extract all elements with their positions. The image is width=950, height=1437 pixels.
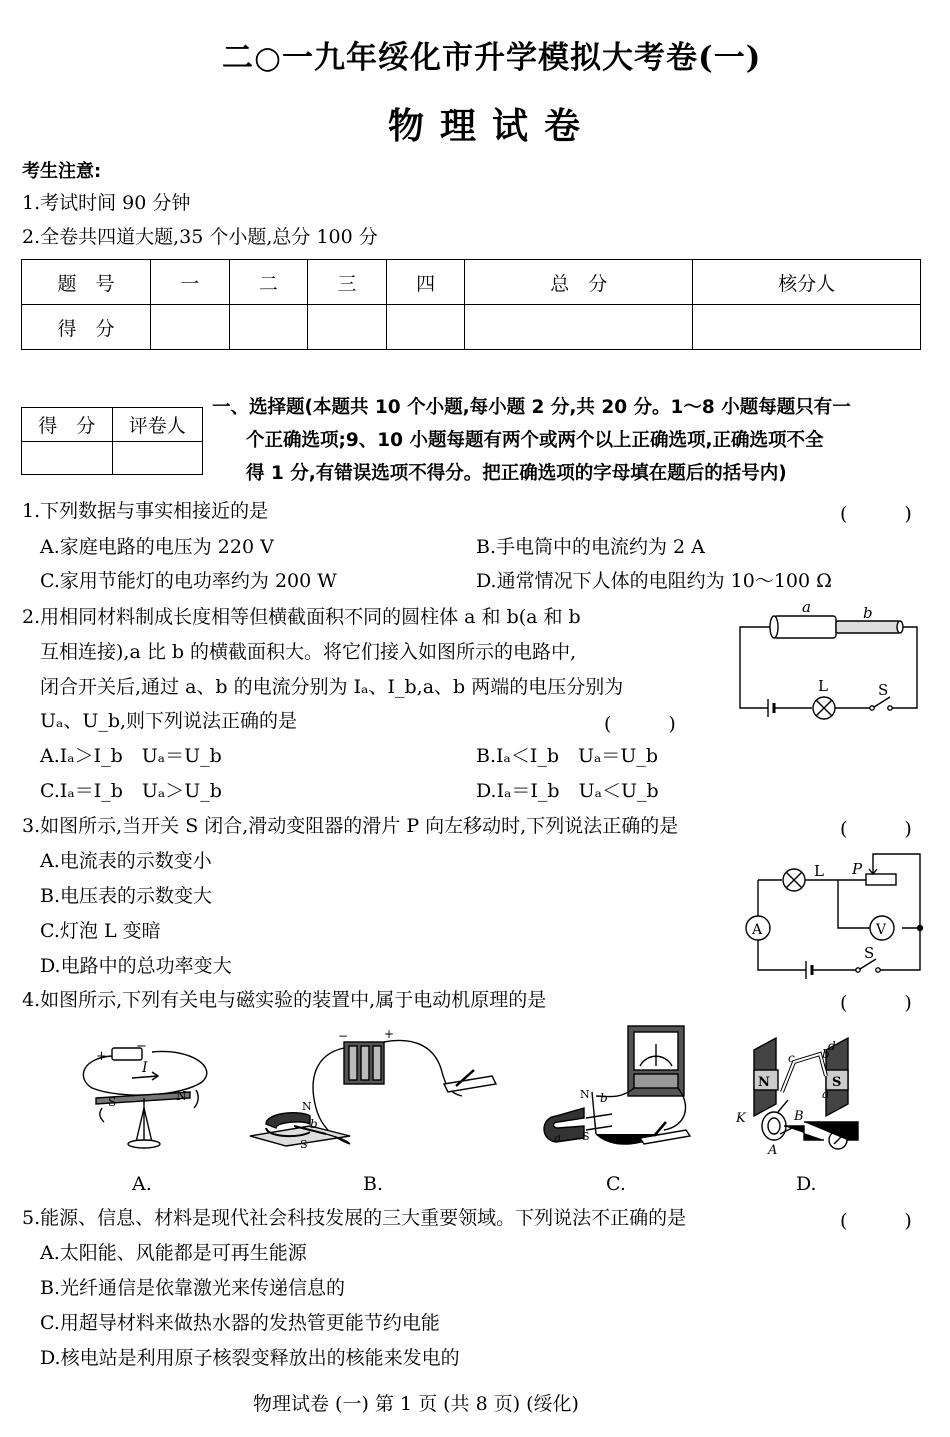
score-cell[interactable]: [308, 305, 387, 350]
fig-d-label-d: d: [828, 1039, 836, 1053]
q5-option: C.用超导材料来做热水器的发热管更能节约电能: [40, 1312, 440, 1334]
q4-figure-b: [246, 1028, 506, 1158]
fig-b-label-north: N: [302, 1100, 312, 1113]
fig-d-label-north: N: [758, 1075, 770, 1090]
q2-answer-blank[interactable]: ( ): [604, 713, 676, 735]
q2-stem: Uₐ、U_b,则下列说法正确的是: [40, 710, 298, 732]
section-heading: 得 1 分,有错误选项不得分。把正确选项的字母填在题后的括号内): [246, 463, 787, 484]
grader-score-cell[interactable]: [22, 441, 113, 475]
q4-stem: 4.如图所示,下列有关电与磁实验的装置中,属于电动机原理的是: [22, 989, 547, 1011]
q2-label-b: b: [863, 604, 873, 622]
q2-label-lamp: L: [818, 677, 828, 695]
notice-item: 1.考试时间 90 分钟: [22, 192, 191, 214]
q1-option: D.通常情况下人体的电阻约为 10～100 Ω: [476, 570, 832, 592]
score-table-header: 一: [151, 260, 230, 305]
q1-option: B.手电筒中的电流约为 2 A: [476, 536, 705, 558]
q3-option: D.电路中的总功率变大: [40, 955, 232, 977]
q5-option: D.核电站是利用原子核裂变释放出的核能来发电的: [40, 1347, 460, 1369]
q2-label-a: a: [802, 598, 811, 616]
fig-b-label-minus: −: [338, 1029, 349, 1043]
q4-caption-a: A.: [132, 1173, 152, 1195]
fig-b-label-south: S: [300, 1138, 308, 1151]
q2-option: C.Iₐ＝I_b Uₐ＞U_b: [40, 780, 222, 802]
grader-label: 评卷人: [112, 408, 203, 442]
fig-c-label-north: N: [580, 1088, 590, 1101]
score-cell[interactable]: [151, 305, 230, 350]
q5-option: A.太阳能、风能都是可再生能源: [40, 1242, 307, 1264]
fig-a-label-north: N: [176, 1089, 187, 1103]
q2-option: B.Iₐ＜I_b Uₐ＝U_b: [476, 745, 659, 767]
fig-c-label-south: S: [582, 1130, 590, 1143]
fig-a-label-minus: −: [136, 1039, 147, 1054]
fig-d-label-aa: A: [768, 1143, 778, 1158]
fig-d-label-c: c: [788, 1051, 795, 1065]
score-cell[interactable]: [693, 305, 921, 350]
q3-stem: 3.如图所示,当开关 S 闭合,滑动变阻器的滑片 P 向左移动时,下列说法正确的是: [22, 815, 679, 837]
fig-b-label-plus: +: [384, 1027, 395, 1041]
score-table-header: 核分人: [693, 260, 921, 305]
q3-option: A.电流表的示数变小: [40, 850, 212, 872]
grader-name-cell[interactable]: [112, 441, 203, 475]
section-heading: 个正确选项;9、10 小题每题有两个或两个以上正确选项,正确选项不全: [246, 430, 824, 451]
q4-figure-d: [734, 1030, 884, 1160]
q2-stem: 互相连接),a 比 b 的横截面积大。将它们接入如图所示的电路中,: [40, 641, 577, 663]
q1-stem: 1.下列数据与事实相接近的是: [22, 500, 269, 522]
fig-d-label-k: K: [736, 1111, 746, 1126]
q3-option: B.电压表的示数变大: [40, 885, 213, 907]
score-table-header: 三: [308, 260, 387, 305]
fig-a-label-south: S: [108, 1095, 117, 1109]
fig-c-label-b: b: [600, 1091, 608, 1105]
score-cell[interactable]: [229, 305, 308, 350]
fig-d-label-b: b: [822, 1047, 830, 1061]
q5-option: B.光纤通信是依靠激光来传递信息的: [40, 1277, 346, 1299]
q2-option: D.Iₐ＝I_b Uₐ＜U_b: [476, 780, 659, 802]
q1-option: A.家庭电路的电压为 220 V: [40, 536, 274, 558]
score-cell[interactable]: [465, 305, 693, 350]
q1-option: C.家用节能灯的电功率约为 200 W: [40, 570, 337, 592]
q1-answer-blank[interactable]: ( ): [840, 503, 912, 525]
q3-label-lamp: L: [814, 862, 824, 880]
fig-a-label-current: I: [142, 1060, 148, 1076]
notice-item: 2.全卷共四道大题,35 个小题,总分 100 分: [22, 226, 378, 248]
q4-answer-blank[interactable]: ( ): [840, 992, 912, 1014]
score-row-label: 得 分: [22, 305, 151, 350]
q4-figure-a: [72, 1038, 222, 1158]
score-table-header: 二: [229, 260, 308, 305]
grader-score-label: 得 分: [22, 408, 113, 442]
q3-option: C.灯泡 L 变暗: [40, 920, 161, 942]
fig-b-label-b: b: [310, 1117, 318, 1131]
q4-figure-c: [536, 1022, 706, 1162]
score-table: [21, 259, 921, 350]
q3-label-voltmeter: V: [876, 922, 887, 938]
q3-label-switch: S: [864, 944, 875, 962]
q4-caption-c: C.: [606, 1173, 626, 1195]
q3-circuit-diagram: [738, 848, 928, 978]
q3-label-ammeter: A: [752, 922, 763, 938]
q4-caption-d: D.: [796, 1173, 817, 1195]
q3-answer-blank[interactable]: ( ): [840, 818, 912, 840]
section-heading: 一、选择题(本题共 10 个小题,每小题 2 分,共 20 分。1～8 小题每题只有一: [212, 397, 851, 418]
notice-heading: 考生注意:: [22, 161, 102, 182]
score-cell[interactable]: [386, 305, 465, 350]
subject-title: 物理试卷: [388, 105, 597, 147]
q2-circuit-diagram: [730, 598, 930, 723]
exam-title: 二○一九年绥化市升学模拟大考卷(一): [222, 40, 762, 76]
q5-stem: 5.能源、信息、材料是现代社会科技发展的三大重要领域。下列说法不正确的是: [22, 1207, 687, 1229]
score-table-header: 总 分: [465, 260, 693, 305]
q5-answer-blank[interactable]: ( ): [840, 1210, 912, 1232]
q2-label-switch: S: [878, 681, 889, 699]
page-footer: 物理试卷 (一) 第 1 页 (共 8 页) (绥化): [253, 1393, 579, 1415]
score-table-header: 四: [386, 260, 465, 305]
fig-c-label-a: a: [554, 1131, 562, 1145]
fig-a-label-plus: +: [96, 1049, 107, 1064]
fig-d-label-a: a: [822, 1087, 830, 1101]
score-table-header: 题 号: [22, 260, 151, 305]
q4-caption-b: B.: [363, 1173, 384, 1195]
q2-stem: 2.用相同材料制成长度相等但横截面积不同的圆柱体 a 和 b(a 和 b: [22, 606, 581, 628]
fig-d-label-bb: B: [794, 1109, 804, 1124]
fig-d-label-south: S: [832, 1075, 842, 1090]
grader-box: [21, 407, 203, 475]
q2-stem: 闭合开关后,通过 a、b 的电流分别为 Iₐ、I_b,a、b 两端的电压分别为: [40, 676, 624, 698]
q2-option: A.Iₐ＞I_b Uₐ＝U_b: [40, 745, 222, 767]
q3-label-p: P: [852, 860, 863, 878]
